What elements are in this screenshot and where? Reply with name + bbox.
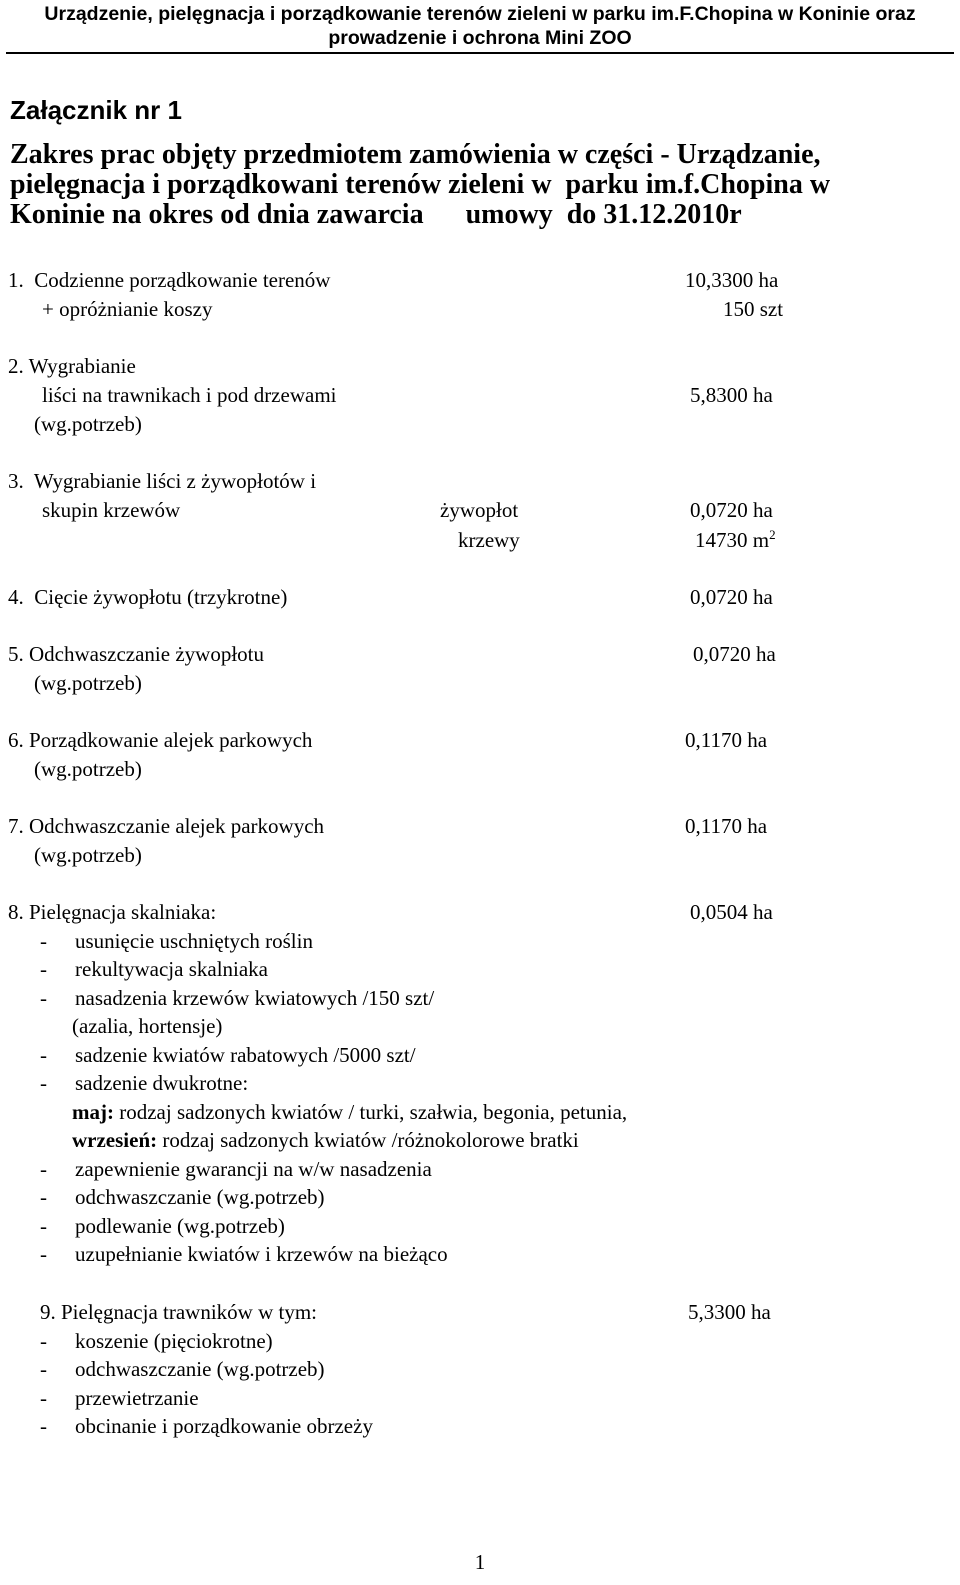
header-line-2: prowadzenie i ochrona Mini ZOO (328, 27, 632, 49)
item-8-bullet-2: rekultywacja skalniaka (75, 957, 268, 981)
item-5-label: 5. Odchwaszczanie żywopłotu (8, 642, 264, 666)
item-9-dash: - (40, 1357, 47, 1381)
item-2-line-3: (wg.potrzeb) (34, 412, 142, 436)
september-label: wrzesień: (72, 1128, 158, 1152)
item-8-bullet-3: nasadzenia krzewów kwiatowych /150 szt/ (75, 986, 435, 1010)
item-8-dash: - (40, 986, 47, 1010)
item-8-bullet-6: zapewnienie gwarancji na w/w nasadzenia (75, 1157, 432, 1181)
item-4-value: 0,0720 ha (690, 585, 773, 609)
item-8-dash: - (40, 957, 47, 981)
document-header (0, 2, 960, 50)
item-8-dash: - (40, 1043, 47, 1067)
item-8-dash: - (40, 1157, 47, 1181)
item-8-bullet-9: uzupełnianie kwiatów i krzewów na bieżąco (75, 1242, 448, 1266)
item-9-value: 5,3300 ha (688, 1300, 771, 1324)
item-9-bullet-2: odchwaszczanie (wg.potrzeb) (75, 1357, 325, 1381)
may-text: rodzaj sadzonych kwiatów / turki, szałwia, begonia, petunia, (113, 1100, 628, 1124)
item-9-dash: - (40, 1414, 47, 1438)
may-label: maj: (72, 1100, 114, 1124)
item-8-dash: - (40, 929, 47, 953)
item-8-dash: - (40, 1071, 47, 1095)
item-8-bullet-4: sadzenie kwiatów rabatowych /5000 szt/ (75, 1043, 416, 1067)
item-3-hedge-label: żywopłot (440, 498, 519, 522)
item-8-may-line (72, 1100, 627, 1124)
item-8-value: 0,0504 ha (690, 900, 773, 924)
item-3-shrubs-value: 14730 $m^2$ (695, 527, 776, 552)
item-9-bullet-3: przewietrzanie (75, 1386, 199, 1410)
item-3-label: 3. Wygrabianie liści z żywopłotów i (8, 469, 317, 493)
attachment-title: Załącznik nr 1 (10, 95, 182, 125)
item-4-label: 4. Cięcie żywopłotu (trzykrotne) (8, 585, 288, 609)
item-6-label: 6. Porządkowanie alejek parkowych (8, 728, 313, 752)
item-3-hedge-value: 0,0720 ha (690, 498, 773, 522)
item-8-dash: - (40, 1214, 47, 1238)
item-2-label: 2. Wygrabianie (8, 354, 136, 378)
item-9-dash: - (40, 1386, 47, 1410)
item-8-dash: - (40, 1242, 47, 1266)
item-2-line-2: liści na trawnikach i pod drzewami (42, 383, 337, 407)
scope-line-1: Zakres prac objęty przedmiotem zamówienia w części - Urządzanie, (10, 139, 821, 170)
item-2-value: 5,8300 ha (690, 383, 773, 407)
item-7-label: 7. Odchwaszczanie alejek parkowych (8, 814, 325, 838)
item-6-value: 0,1170 ha (685, 728, 768, 752)
scope-line-2: pielęgnacja i porządkowani terenów zieleni w parku im.f.Chopina w (10, 169, 831, 200)
item-1-sub-label: + opróżnianie koszy (42, 297, 213, 321)
item-9-bullet-1: koszenie (pięciokrotne) (75, 1329, 273, 1353)
item-9-dash: - (40, 1329, 47, 1353)
item-7-value: 0,1170 ha (685, 814, 768, 838)
item-5-value: 0,0720 ha (693, 642, 776, 666)
item-8-bullet-1: usunięcie uschniętych roślin (75, 929, 313, 953)
scope-line-3: Koninie na okres od dnia zawarcia umowy do 31.12.2010r (10, 199, 742, 230)
item-7-line-2: (wg.potrzeb) (34, 843, 142, 867)
item-8-september-line (72, 1128, 579, 1152)
item-8-label: 8. Pielęgnacja skalniaka: (8, 900, 217, 924)
item-3-line-2: skupin krzewów (42, 498, 181, 522)
item-9-label: 9. Pielęgnacja trawników w tym: (40, 1300, 318, 1324)
september-text: rodzaj sadzonych kwiatów /różnokolorowe bratki (157, 1128, 579, 1152)
item-8-bullet-7: odchwaszczanie (wg.potrzeb) (75, 1185, 325, 1209)
item-1-value: 10,3300 ha (685, 268, 779, 292)
item-5-line-2: (wg.potrzeb) (34, 671, 142, 695)
item-8-bullet-3-cont: (azalia, hortensje) (72, 1014, 223, 1038)
header-line-1: Urządzenie, pielęgnacja i porządkowanie terenów zieleni w parku im.F.Chopina w Koninie oraz (44, 3, 916, 25)
page-number: 1 (474, 1550, 486, 1574)
item-8-bullet-8: podlewanie (wg.potrzeb) (75, 1214, 285, 1238)
item-3-shrubs-label: krzewy (458, 528, 520, 552)
item-1-sub-value: 150 szt (723, 297, 784, 321)
item-8-bullet-5: sadzenie dwukrotne: (75, 1071, 249, 1095)
header-rule (6, 52, 954, 54)
scope-heading (10, 140, 950, 230)
item-6-line-2: (wg.potrzeb) (34, 757, 142, 781)
item-8-dash: - (40, 1185, 47, 1209)
item-9-bullet-4: obcinanie i porządkowanie obrzeży (75, 1414, 373, 1438)
item-1-label: 1. Codzienne porządkowanie terenów (8, 268, 331, 292)
